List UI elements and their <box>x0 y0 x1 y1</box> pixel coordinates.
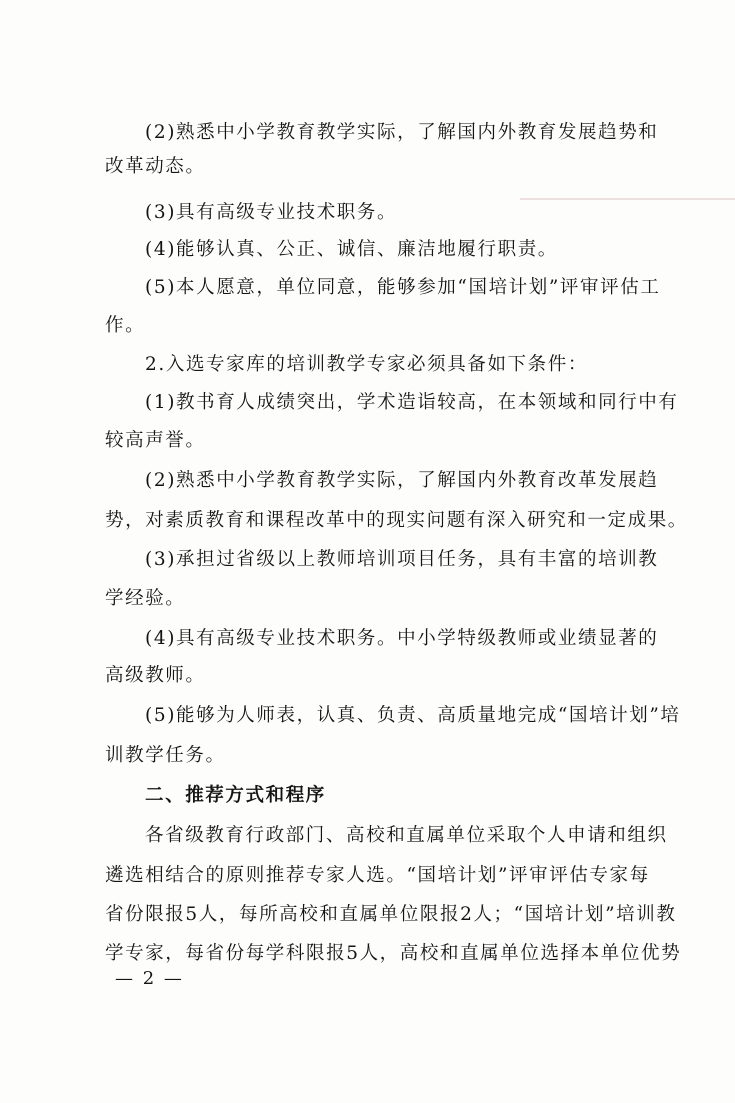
section-heading: 二、推荐方式和程序 <box>145 785 326 806</box>
paragraph-line: (2)熟悉中小学教育教学实际，了解国内外教育发展趋势和 <box>145 122 659 143</box>
paragraph-line: (5)能够为人师表，认真、负责、高质量地完成“国培计划”培 <box>145 705 681 726</box>
paragraph-line: 学经验。 <box>105 588 186 609</box>
paragraph-line: 高级教师。 <box>105 665 206 686</box>
paragraph-line: (3)承担过省级以上教师培训项目任务，具有丰富的培训教 <box>145 549 659 570</box>
paragraph-line: (5)本人愿意，单位同意，能够参加“国培计划”评审评估工 <box>145 277 661 298</box>
paragraph-line: 学专家，每省份每学科限报5人，高校和直属单位选择本单位优势 <box>105 943 682 964</box>
paragraph-line: 势，对素质教育和课程改革中的现实问题有深入研究和一定成果。 <box>105 510 688 531</box>
paragraph-line: 较高声誉。 <box>105 430 206 451</box>
bleed-through-rule <box>520 198 735 200</box>
paragraph-line: 2.入选专家库的培训教学专家必须具备如下条件： <box>145 354 588 375</box>
paragraph-line: 训教学任务。 <box>105 745 226 766</box>
paragraph-line: (4)具有高级专业技术职务。中小学特级教师或业绩显著的 <box>145 628 659 649</box>
page-number: — 2 — <box>115 968 184 989</box>
paragraph-line: (4)能够认真、公正、诚信、廉洁地履行职责。 <box>145 239 558 260</box>
paragraph-line: 改革动态。 <box>105 156 206 177</box>
paragraph-line: (2)熟悉中小学教育教学实际，了解国内外教育改革发展趋 <box>145 470 659 491</box>
paragraph-line: 各省级教育行政部门、高校和直属单位采取个人申请和组织 <box>145 825 668 846</box>
paragraph-line: (3)具有高级专业技术职务。 <box>145 202 398 223</box>
paragraph-line: 遴选相结合的原则推荐专家人选。“国培计划”评审评估专家每 <box>105 865 650 886</box>
paragraph-line: (1)教书育人成绩突出，学术造诣较高，在本领域和同行中有 <box>145 392 679 413</box>
paragraph-line: 作。 <box>105 315 146 336</box>
paragraph-line: 省份限报5人，每所高校和直属单位限报2人；“国培计划”培训教 <box>105 904 677 925</box>
